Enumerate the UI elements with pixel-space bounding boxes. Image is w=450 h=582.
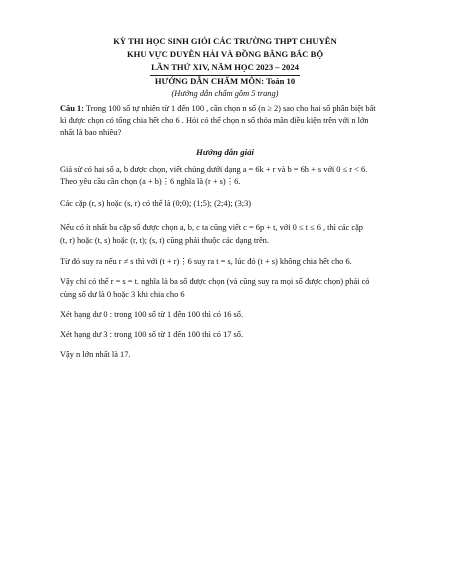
solution-line: Vậy n lớn nhất là 17. (60, 350, 131, 359)
solution-line: Vậy chỉ có thể r = s = t. nghĩa là ba số được chọn (và cũng suy ra mọi số được chọn) phải có (60, 277, 370, 286)
solution-line: Từ đó suy ra nếu r ≠ s thì với (t + r)⋮6 suy ra t = s, lúc đó (t + s) không chia hết cho 6. (60, 257, 352, 266)
grading-guide-title: HƯỚNG DẪN CHẤM MÔN: Toán 10 (154, 76, 296, 86)
question-label: Câu 1: (60, 104, 84, 113)
solution-line: Giả sử có hai số a, b được chọn, viết chúng dưới dạng a = 6k + r và b = 6h + s với 0 ≤ r < 6. (60, 165, 368, 174)
solution-line: Các cặp (r, s) hoặc (s, r) có thể là (0;0); (1;5); (2;4); (3;3) (60, 199, 252, 208)
solution-line: Xét hạng dư 3 : trong 100 số từ 1 đến 100 thì có 17 số. (60, 330, 244, 339)
page-count-note: (Hướng dẫn chấm gồm 5 trang) (171, 89, 279, 98)
solution-title: Hướng dẫn giải (196, 147, 254, 157)
question-line-1: Câu 1: Trong 100 số tự nhiên từ 1 đến 100 , cần chọn n số (n ≥ 2) sao cho hai số phân biệt bất (60, 104, 376, 113)
solution-line: (t, r) hoặc (t, s) hoặc (r, t); (s, t) cũng phải thuộc các dạng trên. (60, 236, 269, 245)
solution-line: Nếu có ít nhất ba cặp số được chọn a, b, c ta cũng viết c = 6p + t, với 0 ≤ t ≤ 6 , thì các cặp (60, 223, 363, 232)
exam-title-line-2: KHU VỰC DUYÊN HẢI VÀ ĐỒNG BẰNG BẮC BỘ (126, 49, 324, 59)
solution-line: Xét hạng dư 0 : trong 100 số từ 1 đến 100 thì có 16 số. (60, 310, 244, 319)
question-line-2: kì được chọn có tổng chia hết cho 6 . Hỏi có thể chọn n số thỏa mãn điều kiện trên với n lớn (60, 116, 369, 125)
exam-title-line-1: KỲ THI HỌC SINH GIỎI CÁC TRƯỜNG THPT CHUYÊN (113, 36, 337, 46)
question-line-3: nhất là bao nhiêu? (60, 128, 122, 137)
solution-line: Theo yêu cầu cần chọn (a + b)⋮6 nghĩa là (r + s)⋮6. (60, 177, 241, 186)
solution-line: cùng số dư là 0 hoặc 3 khi chia cho 6 (60, 290, 185, 299)
exam-title-line-3: LẦN THỨ XIV, NĂM HỌC 2023 – 2024 (151, 62, 299, 72)
